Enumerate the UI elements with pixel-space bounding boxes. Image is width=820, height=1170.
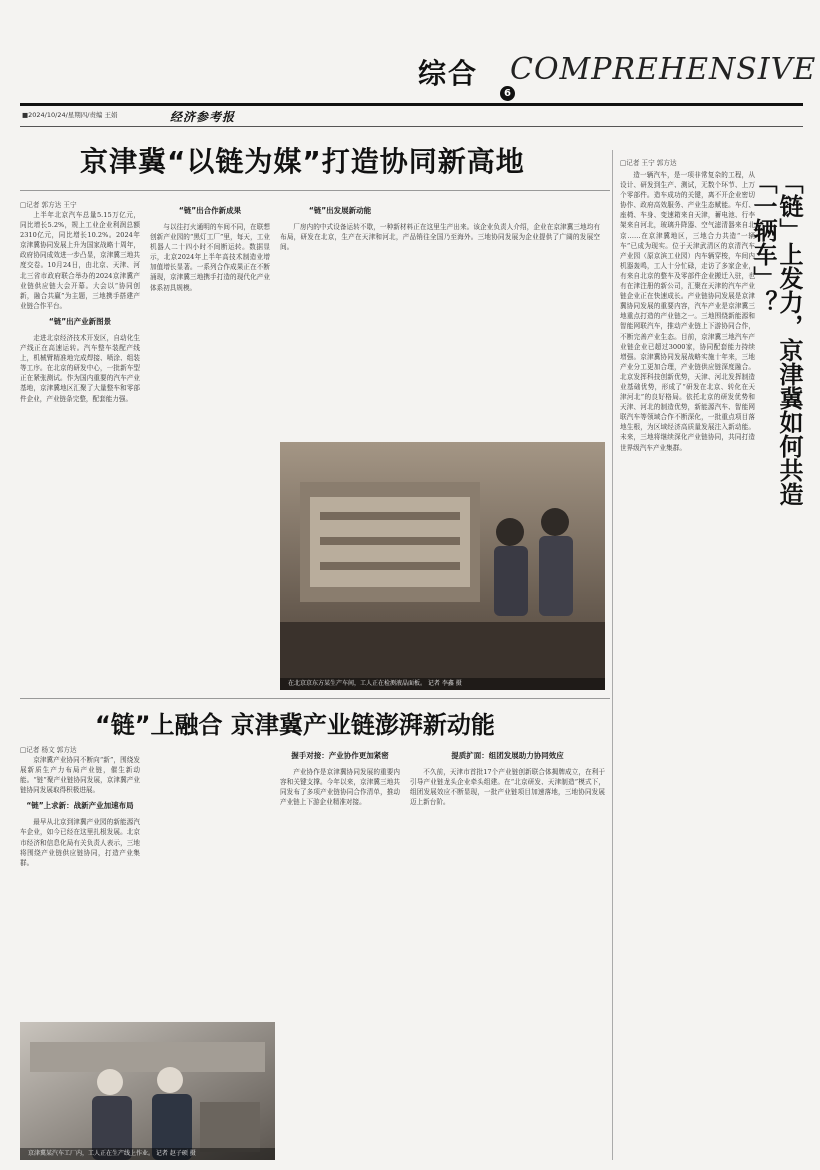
article2-photo-caption: 京津冀某汽车工厂内，工人正在生产线上作业。 记者 赵子硕 摄 [20,1148,275,1160]
sidebar-paragraph: 造一辆汽车，是一项非常复杂的工程，从设计、研发到生产、测试，无数个环节、上万个零部件。造车成功的关键，离不开企业密切协作、政府高效服务、产业生态赋能。车灯、座椅、车身、变速箱来自天津，蓄电池、行李架来自河北，玻璃升降器、空气滤清器来自北京……在京津冀地区，三地合力共造“一辆车”已成为现实。位于天津武清区的京清汽车产业园（原京滨工业园）内车辆穿梭，车间内机器轰鸣，工人十分忙碌，走访了多家企业，有来自北京的整车及零部件企业搬迁入驻，也有在津注册的新公司，汇聚在天津的汽车产业链企业正在快速成长。产业链协同发展是京津冀协同发展的重要内容，汽车产业是京津冀三地重点打造的产业链之一。三地围绕新能源和智能网联汽车，推动产业链上下游协同合作，不断完善产业生态。目前，京津冀三地汽车产业链企业已超过3000家，协同配套能力持续增强。京津冀协同发展战略实施十年来，三地产业分工更加合理，产业链供应链深度融合。北京发挥科技创新优势，天津、河北发挥制造业基础优势，形成了“研发在北京、转化在天津河北”的良好格局。依托北京的研发优势和天津、河北的制造优势，新能源汽车、智能网联汽车等领域合作不断深化，一批重点项目落地生根，为区域经济高质量发展注入新动能。未来，三地将继续深化产业链协同，共同打造世界级汽车产业集群。 [620,171,755,452]
section-divider [20,698,610,699]
factory-photo-image [280,442,605,690]
article2-column-2 [150,745,270,1020]
article1-photo-caption: 在北京京东方某生产车间，工人正在检测液晶面板。 记者 李鑫 摄 [280,678,605,690]
article2-column-1 [20,745,140,1020]
article2-subhead: 提质扩面：组团发展助力协同效应 [451,751,564,760]
sidebar-byline: □记者 王宁 郭方达 [620,159,677,167]
headline-rule [20,190,610,191]
workers-photo-image [20,1022,275,1160]
article1-paragraph: 与以往打火通明的车间不同，在联想创新产业园的“黑灯工厂”里，每天，工业机器人二十四小时不间断运转。数据显示，北京2024年上半年高技术制造业增加值增长显著。一系列合作成果正在不断涌现，京津冀三地携手打造的现代化产业体系初具规模。 [150,223,270,292]
article1-column-1 [20,200,140,690]
article1-byline: □记者 郭方达 王宁 [20,201,77,209]
article2-column-4 [410,745,605,1160]
article2-subhead: “链”上求新：战新产业加速布局 [26,801,134,811]
article1-subhead: “链”出发展新动能 [308,206,372,215]
article2-byline: □记者 杨文 郭方达 [20,746,77,754]
article2-photo [20,1022,275,1160]
article1-subhead: “链”出产业新图景 [48,316,112,326]
masthead-rule [20,103,803,106]
article1-paragraph: 上半年北京汽车总量5.15万亿元，同比增长5.2%，规上工业企业利润总额2310亿元，同比增长10.2%。2024年京津冀协同发展上升为国家战略十周年，政府协同成效进一步凸显，京津冀三地共度交卷。10月24日，由北京、天津、河北三省市政府联合举办的2024京津冀产业链供应链大会开幕。大会以“协同创新，融合共赢”为主题，三地携手搭建产业链合作平台。 [20,211,140,310]
section-title: 综合 [418,57,479,90]
article2-column-3 [280,745,400,1160]
sidebar-body [620,170,755,1160]
article1-column-3 [280,200,600,440]
article2-headline: “链”上融合 京津冀产业链澎湃新动能 [95,711,495,739]
article2-paragraph: 最早从北京到津冀产业园的新能源汽车企业，如今已经在这里扎根发展。北京市经济和信息化局有关负责人表示，三地将围绕产业链供应链协同，打造产业集群。 [20,818,140,867]
sidebar-divider [612,150,613,1160]
masthead-thin-rule [20,126,803,127]
page-number-badge: 6 [500,86,515,101]
issue-line: ■2024/10/24/星期四/责编 王娟 [22,111,118,119]
paper-name-logo: 经济参考报 [170,110,236,124]
article1-paragraph: 厂房内的中式设备运转不歇，一种新材料正在这里生产出来。该企业负责人介绍，企业在京津冀三地均有布局，研发在北京，生产在天津和河北，产品销往全国乃至海外。三地协同发展为企业提供了广阔的发展空间。 [280,223,600,252]
section-title-en: COMPREHENSIVE [510,52,817,87]
masthead [0,0,820,130]
article2-paragraph: 产业协作是京津冀协同发展的重要内容和关键支撑。今年以来，京津冀三地共同发布了多项产业链协同合作清单，推动产业链上下游企业精准对接。 [280,768,400,807]
article2-paragraph: 不久前，天津市首批17个产业链创新联合体揭牌成立，在利于引导产业链龙头企业牵头组建。在“北京研发、天津制造”模式下，组团发展效应不断显现，一批产业链项目加速落地，三地协同发展迈上新台阶。 [410,768,605,807]
article2-subhead: 握手对接：产业协作更加紧密 [291,751,389,760]
article1-photo [280,442,605,690]
sidebar-headline: 「链」上发力，京津冀如何共造「一辆车」？ [749,170,803,506]
article1-column-2 [150,200,270,690]
article1-subhead: “链”出合作新成果 [178,206,242,215]
article2-paragraph: 京津冀产业协同不断向“新”，围绕发展新质生产力布局产业链，催生新动能。“链”聚产业链协同发展，京津冀产业链协同发展取得积极进展。 [20,756,140,795]
article1-headline: 京津冀“以链为媒”打造协同新高地 [80,145,525,178]
article1-paragraph: 走进北京经济技术开发区，自动化生产线正在高速运转。汽车整车装配产线上，机械臂精准地完成焊接、喷涂、组装等工序。在北京的研发中心，一批新车型正在紧张测试。作为国内重要的汽车产业基地，京津冀地区汇聚了大量整车和零部件企业，产业链条完整，配套能力强。 [20,333,140,403]
